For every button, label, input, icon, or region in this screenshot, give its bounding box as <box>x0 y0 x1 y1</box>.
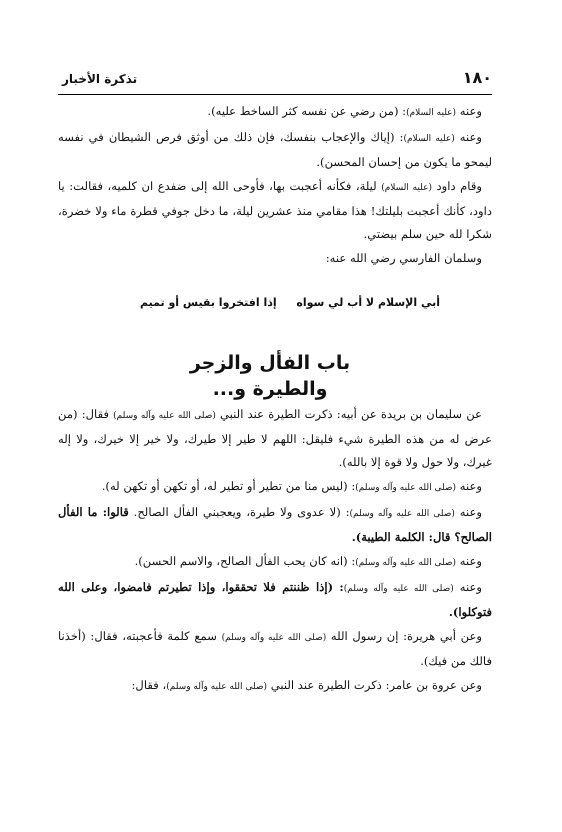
paragraph <box>58 100 492 125</box>
paragraph-text: قالوا: ما الفأل الصالح؟ قال: الكلمة الطيبة). <box>58 505 492 544</box>
paragraph-text: : (لا عدوى ولا طيرة، ويعجبني الفأل الصالح. <box>128 505 350 519</box>
paragraph-text: وعنه <box>456 554 482 568</box>
honorific-text: (عليه السلام) <box>381 183 432 193</box>
honorific-text: (صلى الله عليه وآله وسلم) <box>113 411 216 421</box>
paragraph <box>58 550 492 575</box>
paragraph-text: : (ليس منا من تطير أو تطير له، أو تكهن أو تكهن له). <box>101 479 356 493</box>
poetry-verse <box>140 296 440 309</box>
page-header <box>58 68 492 92</box>
honorific-text: (عليه السلام) <box>403 134 455 144</box>
paragraph <box>58 175 492 246</box>
paragraph-text: وعنه <box>453 580 482 594</box>
honorific-text: (صلى الله عليه وآله وسلم) <box>343 584 454 594</box>
paragraph-text: ليلة، فكأنه أعجبت بها، فأوحى الله إلى ضفدع ان كلميه، فقالت: يا داود، كأنك أعجبت بليلتك! هذا مقامي منذ عشرين ليلة، ما دخل جوفي قطرة ماء ولا خضرة، شكرا لله حين سلم بيضتي. <box>58 179 492 241</box>
paragraph-text: وعن أبي هريرة: إن رسول الله <box>326 629 482 643</box>
paragraph-text: فقال: (من عرض له من هذه الطيرة شيء فليقل: اللهم لا طير إلا طيرك، ولا خير إلا خيرك، ولا إله غيرك، ولا حول ولا قوة إلا بالله). <box>58 407 492 469</box>
paragraph-text: : (من رضي عن نفسه كثر الساخط عليه). <box>207 104 407 118</box>
paragraph <box>58 247 492 270</box>
top-text-block <box>58 100 492 271</box>
paragraph-text: : (انه كان يحب الفأل الصالح، والاسم الحسن). <box>134 554 356 568</box>
paragraph-text: وعن عروة بن عامر: ذكرت الطيرة عند النبي <box>267 678 482 692</box>
honorific-text: (صلى الله عليه وآله وسلم) <box>221 633 327 643</box>
paragraph <box>58 576 492 624</box>
paragraph-text: وعنه <box>456 479 482 493</box>
honorific-text: (صلى الله عليه وآله وسلم) <box>349 509 455 519</box>
paragraph <box>58 625 492 673</box>
section-heading: باب الفأل والزجر والطيرة و... <box>189 352 351 400</box>
paragraph-text: وعنه <box>454 130 482 144</box>
page-number: ١٨٠ <box>462 68 492 87</box>
running-title: تذكرة الأخبار <box>62 72 138 86</box>
paragraph-text: عن سليمان بن بريدة عن أبيه: ذكرت الطيرة عند النبي <box>215 407 483 421</box>
honorific-text: (صلى الله عليه وآله وسلم) <box>166 682 268 692</box>
verse-hemistich-first: أبي الإسلام لا أب لي سواه <box>296 296 440 309</box>
paragraph <box>58 475 492 500</box>
paragraph-text: ، فقال: <box>131 678 167 692</box>
paragraph <box>58 501 492 549</box>
honorific-text: (عليه السلام) <box>406 108 457 118</box>
honorific-text: (صلى الله عليه وآله وسلم) <box>355 483 457 493</box>
paragraph-text: وسلمان الفارسي رضي الله عنه: <box>325 251 482 265</box>
paragraph-text: وعنه <box>454 505 483 519</box>
paragraph-text: سمع كلمة فأعجبته، فقال: (أخذنا فالك من فيك). <box>58 629 492 668</box>
paragraph-text: : (إياك والإعجاب بنفسك، فإن ذلك من أوثق فرص الشيطان في نفسه ليمحو ما يكون من إحسان المحسن). <box>58 130 492 169</box>
paragraph <box>58 126 492 174</box>
paragraph <box>58 403 492 474</box>
section-text-block <box>58 403 492 700</box>
paragraph-text: : (إذا ظننتم فلا تحققوا، وإذا تطيرتم فامضوا، وعلى الله فتوكلوا). <box>58 580 492 619</box>
honorific-text: (صلى الله عليه وآله وسلم) <box>355 558 457 568</box>
verse-hemistich-second: إذا افتخروا بقيس أو تميم <box>140 296 277 309</box>
paragraph <box>58 674 492 699</box>
paragraph-text: وقام داود <box>432 179 482 193</box>
header-rule <box>58 94 492 95</box>
paragraph-text: وعنه <box>456 104 482 118</box>
